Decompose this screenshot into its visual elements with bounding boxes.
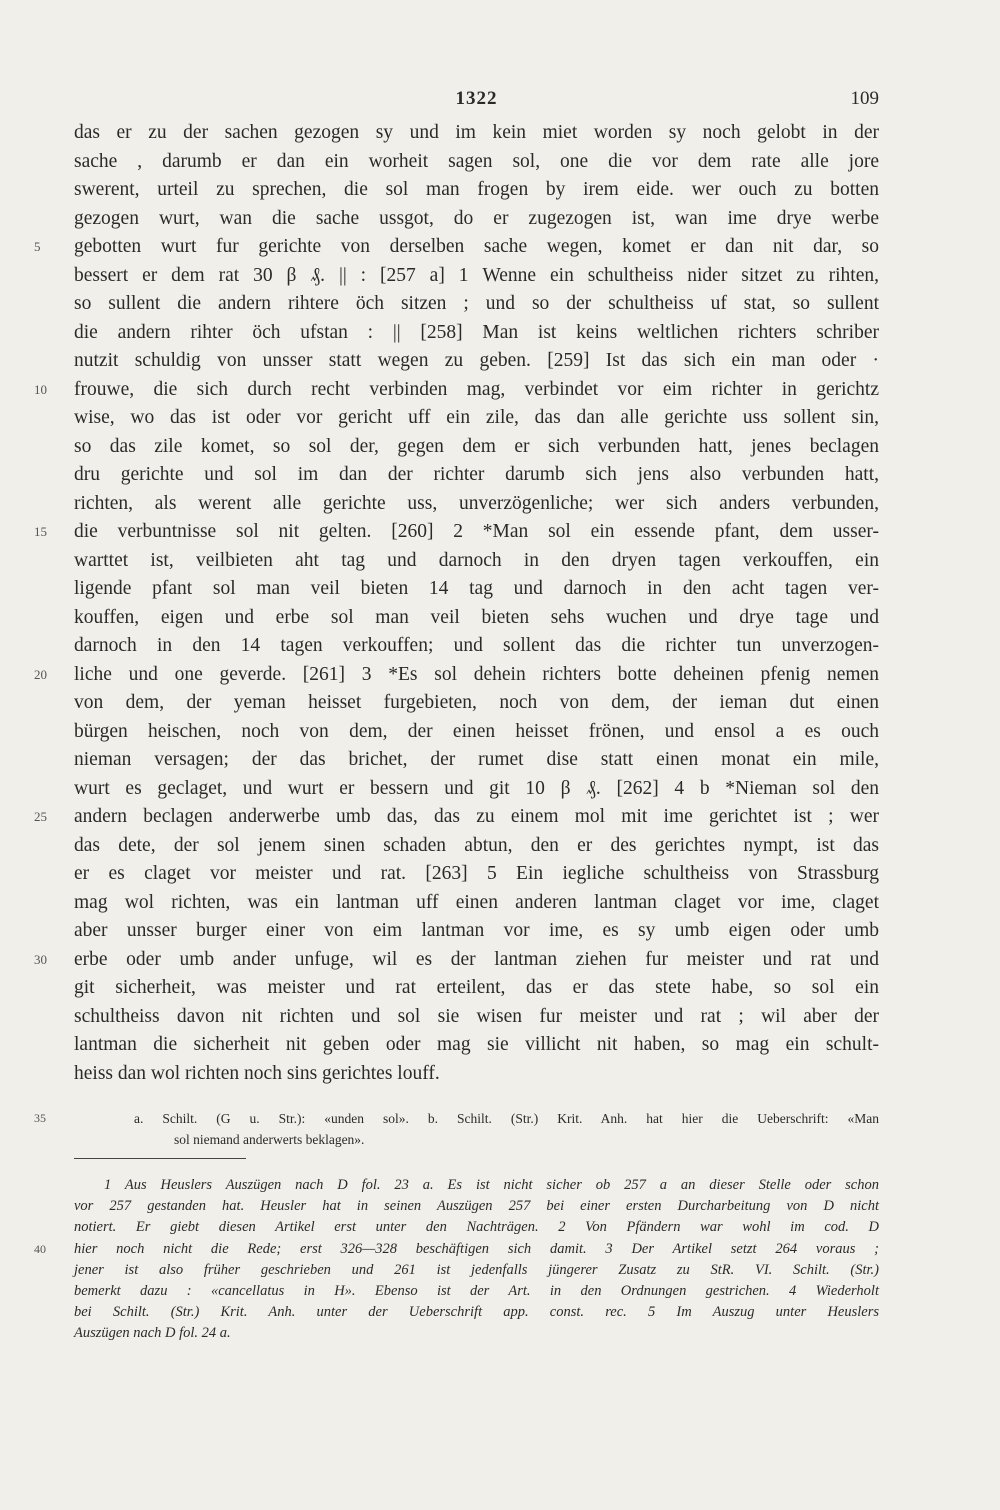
line-text: jener ist also früher geschrieben und 261 ist jedenfalls jüngerer Zusatz zu StR. VI. Schilt. (Str.) <box>74 1261 879 1278</box>
text-line <box>34 661 879 690</box>
text-line <box>74 205 879 234</box>
line-text: er es claget vor meister und rat. [263] 5 Ein iegliche schultheiss von Strassburg <box>74 863 879 884</box>
line-text: lantman die sicherheit nit geben oder mag sie villicht nit haben, so mag ein schult- <box>74 1034 879 1055</box>
line-text: mag wol richten, was ein lantman uff einen anderen lantman claget vor ime, claget <box>74 891 879 913</box>
line-text: das er zu der sachen gezogen sy und im kein miet worden sy noch gelobt in der <box>74 122 879 143</box>
footnote-line <box>74 1281 879 1302</box>
line-text: von dem, der yeman heisset furgebieten, noch von dem, der ieman dut einen <box>74 692 879 713</box>
line-text: bemerkt dazu : «cancellatus in H». Ebenso ist der Art. in den Ordnungen gestrichen. 4 Wiederholt <box>74 1282 879 1299</box>
text-line <box>74 461 879 490</box>
footnote-line <box>74 1260 879 1281</box>
line-text: liche und one geverde. [261] 3 *Es sol dehein richters botte deheinen pfenig nemen <box>74 663 879 685</box>
line-text: andern beclagen anderwerbe umb das, das zu einem mol mit ime gerichtet ist ; wer <box>74 806 879 827</box>
text-line <box>74 176 879 205</box>
line-number: 25 <box>34 809 47 824</box>
footnote-line <box>74 1196 879 1217</box>
line-text: das dete, der sol jenem sinen schaden abtun, den er des gerichtes nympt, ist das <box>74 834 879 856</box>
main-text <box>34 119 879 1088</box>
line-text: die verbuntnisse sol nit gelten. [260] 2 *Man sol ein essende pfant, dem usser- <box>74 521 879 542</box>
line-text: gezogen wurt, wan die sache ussgot, do er zugezogen ist, wan ime drye werbe <box>74 207 879 229</box>
line-text: erbe oder umb ander unfuge, wil es der lantman ziehen fur meister und rat und <box>74 948 879 970</box>
page-number: 109 <box>850 88 879 109</box>
text-line <box>74 860 879 889</box>
text-line <box>74 889 879 918</box>
text-line <box>74 404 879 433</box>
line-text: heiss dan wol richten noch sins gerichtes louff. <box>74 1062 440 1084</box>
text-line <box>74 262 879 291</box>
text-line <box>34 803 879 832</box>
text-line <box>74 119 879 148</box>
line-text: dru gerichte und sol im dan der richter darumb sich jens also verbunden hatt, <box>74 464 879 485</box>
text-line <box>74 547 879 576</box>
line-text: so sullent die andern rihtere öch sitzen ; und so der schultheiss uf stat, so sullent <box>74 293 879 314</box>
text-line <box>74 974 879 1003</box>
line-number: 40 <box>34 1241 46 1256</box>
line-text: git sicherheit, was meister und rat erteilent, das er das stete habe, so sol ein <box>74 977 879 998</box>
text-line <box>74 1031 879 1060</box>
line-number: 10 <box>34 381 47 397</box>
line-number: 5 <box>34 239 41 254</box>
line-text: kouffen, eigen und erbe sol man veil bieten sehs wuchen und drye tage und <box>74 606 879 628</box>
text-line <box>74 832 879 861</box>
text-line <box>74 290 879 319</box>
line-text: aber unsser burger einer von eim lantman vor ime, es sy umb eigen oder umb <box>74 920 879 941</box>
line-text: hier noch nicht die Rede; erst 326—328 beschäftigen sich damit. 3 Der Artikel setzt 264 voraus ; <box>74 1240 879 1257</box>
line-text: gebotten wurt fur gerichte von derselben sache wegen, komet er dan nit dar, so <box>74 236 879 257</box>
text-line <box>74 917 879 946</box>
line-text: wise, wo das ist oder vor gericht uff ein zile, das dan alle gerichte uss sollent sin, <box>74 407 879 428</box>
text-line <box>74 632 879 661</box>
line-text: darnoch in den 14 tagen verkouffen; und sollent das die richter tun unverzogen- <box>74 635 879 656</box>
text-line <box>74 575 879 604</box>
text-line <box>74 490 879 519</box>
text-line <box>74 433 879 462</box>
text-line <box>74 319 879 348</box>
line-text: wurt es geclaget, und wurt er bessern und git 10 β ₰. [262] 4 b *Nieman sol den <box>74 777 879 799</box>
line-text: vor 257 gestanden hat. Heusler hat in seinen Auszügen 257 bei einer ersten Durcharbeitung von D nicht <box>74 1198 879 1215</box>
line-text: 1 Aus Heuslers Auszügen nach D fol. 23 a. Es ist nicht sicher ob 257 a an dieser Stelle oder schon <box>104 1177 879 1193</box>
line-text: bessert er dem rat 30 β ₰. || : [257 a] 1 Wenne ein schultheiss nider sitzet zu rihten, <box>74 264 879 286</box>
footnote-line <box>74 1302 879 1323</box>
line-text: warttet ist, veilbieten aht tag und darnoch in den dryen tagen verkouffen, ein <box>74 549 879 571</box>
text-line <box>74 718 879 747</box>
text-line <box>74 775 879 804</box>
apparatus-line <box>74 1129 879 1150</box>
line-text: Auszügen nach D fol. 24 a. <box>74 1325 231 1342</box>
apparatus-notes <box>34 1108 879 1150</box>
line-text: sol niemand anderwerts beklagen». <box>174 1132 365 1147</box>
line-text: ligende pfant sol man veil bieten 14 tag und darnoch in den acht tagen ver- <box>74 578 879 599</box>
page-year: 1322 <box>455 88 498 109</box>
line-text: frouwe, die sich durch recht verbinden mag, verbindet vor eim richter in gerichtz <box>74 378 879 400</box>
line-number: 35 <box>34 1111 46 1125</box>
text-line <box>34 518 879 547</box>
footnote-divider <box>74 1158 246 1159</box>
text-line <box>74 1060 879 1089</box>
footnote-line <box>74 1175 879 1196</box>
line-text: richten, als werent alle gerichte uss, unverzögenliche; wer sich anders verbunden, <box>74 492 879 514</box>
text-line <box>74 689 879 718</box>
text-line <box>34 946 879 975</box>
page-header <box>74 88 879 112</box>
text-line <box>74 604 879 633</box>
text-line <box>34 233 879 262</box>
line-text: bürgen heischen, noch von dem, der einen heisset frönen, und ensol a es ouch <box>74 720 879 742</box>
footnote-line <box>74 1323 879 1344</box>
line-text: notiert. Er giebt diesen Artikel erst unter den Nachträgen. 2 Von Pfändern war wohl im cod. D <box>74 1219 879 1236</box>
text-line <box>74 1003 879 1032</box>
apparatus-line <box>34 1108 879 1129</box>
text-line <box>34 376 879 405</box>
text-line <box>74 148 879 177</box>
footnotes <box>34 1175 879 1345</box>
line-number: 20 <box>34 666 47 682</box>
line-text: bei Schilt. (Str.) Krit. Anh. unter der Ueberschrift app. const. rec. 5 Im Auszug unter Heuslers <box>74 1304 879 1321</box>
line-text: nieman versagen; der das brichet, der rumet dise statt einen monat ein mile, <box>74 749 879 770</box>
text-line <box>74 347 879 376</box>
line-text: so das zile komet, so sol der, gegen dem er sich verbunden hatt, jenes beclagen <box>74 435 879 457</box>
footnote-line <box>34 1239 879 1260</box>
line-text: a. Schilt. (G u. Str.): «unden sol». b. Schilt. (Str.) Krit. Anh. hat hier die Ueberschrift: «Man <box>134 1111 879 1126</box>
line-text: nutzit schuldig von unsser statt wegen zu geben. [259] Ist das sich ein man oder · <box>74 350 879 371</box>
line-text: sache , darumb er dan ein worheit sagen sol, one die vor dem rate alle jore <box>74 150 879 172</box>
text-line <box>74 746 879 775</box>
line-text: die andern rihter öch ufstan : || [258] Man ist keins weltlichen richters schriber <box>74 321 879 343</box>
line-number: 15 <box>34 524 47 539</box>
line-number: 30 <box>34 951 47 967</box>
footnote-line <box>74 1217 879 1238</box>
line-text: schultheiss davon nit richten und sol sie wisen fur meister und rat ; wil aber der <box>74 1005 879 1027</box>
line-text: swerent, urteil zu sprechen, die sol man frogen by irem eide. wer ouch zu botten <box>74 179 879 200</box>
